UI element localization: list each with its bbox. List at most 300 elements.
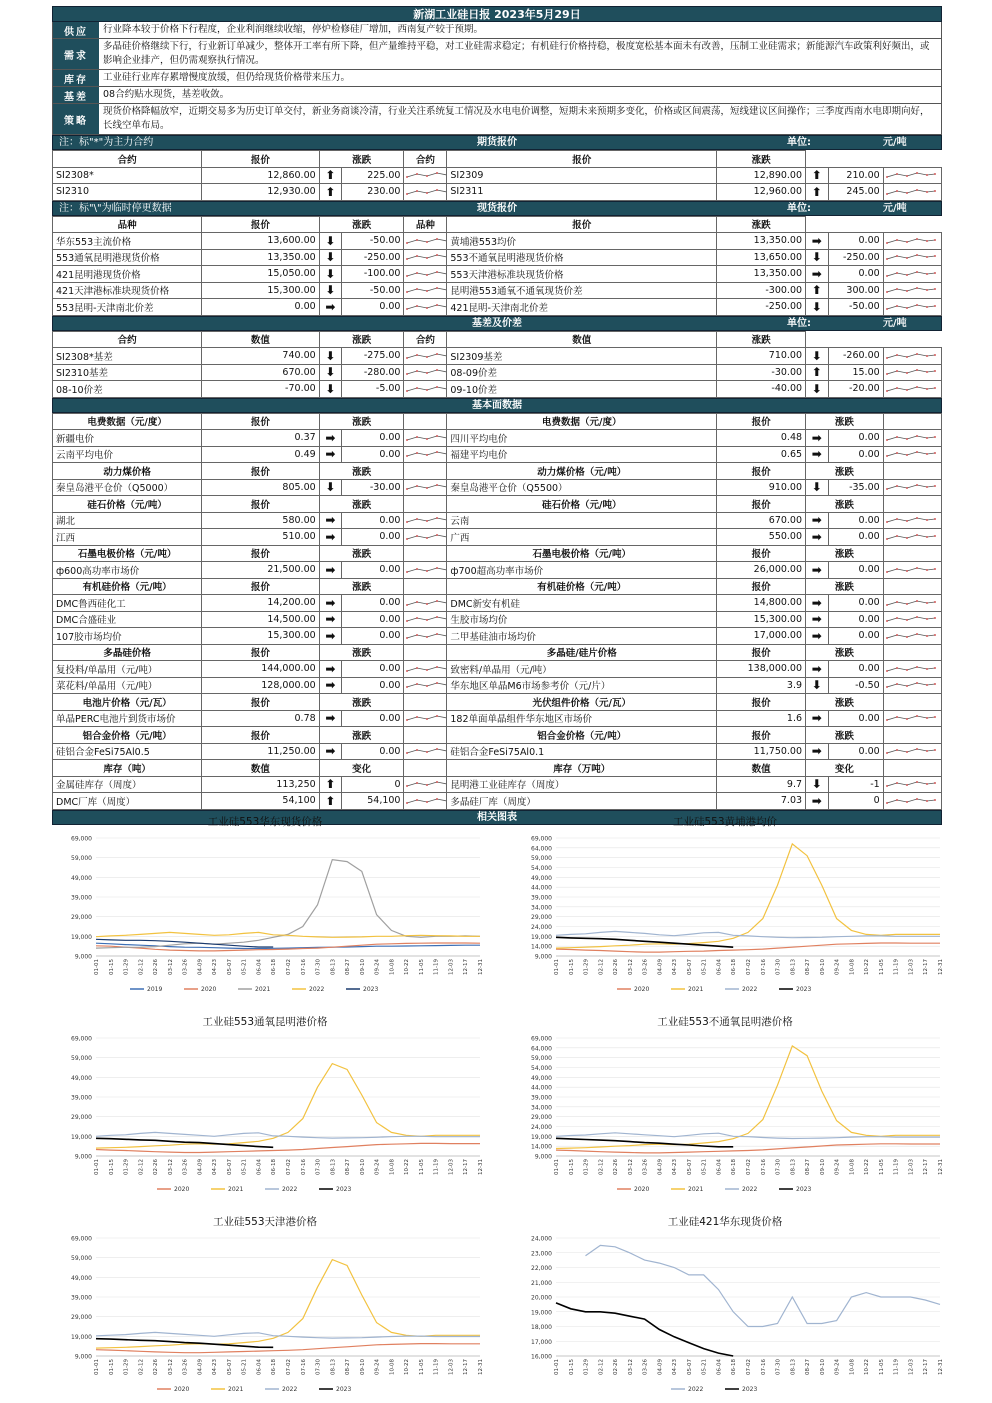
table-row [53,282,942,299]
column-header: 报价 [447,216,717,233]
sparkline-cell [883,446,941,463]
group-header-row [53,496,942,513]
column-header: 涨跌 [319,151,404,168]
sparkline-cell [883,611,941,628]
legend-label: 2020 [634,1186,650,1193]
legend-label: 2022 [309,986,325,993]
sparkline-cell [404,266,447,283]
item-change: 0.00 [828,512,883,529]
item-change: 300.00 [828,282,883,299]
x-tick-label: 09-24 [374,1159,381,1175]
column-header [404,760,447,777]
column-header: 石墨电极价格（元/吨） [447,545,717,562]
x-tick-label: 01-01 [94,1359,100,1375]
fundamentals-title: 基本面数据 [472,399,522,411]
sparkline-cell [883,512,941,529]
table-row [53,512,942,529]
column-header: 库存（万吨） [447,760,717,777]
y-tick-label: 69,000 [531,835,552,843]
legend-label: 2023 [363,986,379,993]
column-header: 涨跌 [319,578,404,595]
chart-title: 工业硅421华东现货价格 [667,1216,783,1228]
basis-title: 基差及价差 [472,317,522,329]
y-tick-label: 19,000 [71,1333,92,1341]
x-tick-label: 11-19 [893,959,900,975]
sparkline [885,612,937,626]
x-tick-label: 10-22 [404,1159,411,1175]
sparkline [405,349,446,363]
legend-label: 2021 [228,1386,244,1393]
chart-title: 工业硅553黄埔港均价 [672,816,778,828]
unit-value: 元/吨 [883,317,907,329]
x-tick-label: 03-12 [627,1359,634,1375]
x-tick-label: 08-13 [790,959,797,975]
x-tick-label: 10-08 [389,959,396,975]
column-header: 报价 [202,496,320,513]
x-tick-label: 11-19 [433,1159,440,1175]
x-tick-label: 12-31 [478,1159,484,1175]
x-tick-label: 02-12 [598,1359,605,1375]
arrow-down-icon: ⬇ [806,348,828,365]
x-tick-label: 11-05 [878,959,885,975]
column-header: 涨跌 [806,545,884,562]
column-header: 涨跌 [319,727,404,744]
item-change: 0.00 [828,266,883,283]
arrow-up-icon: ⬆ [319,776,341,793]
column-header [883,463,941,480]
sparkline [405,185,446,199]
x-tick-label: 06-04 [716,1159,723,1175]
legend-label: 2023 [742,1386,758,1393]
arrow-right-icon: ➡ [806,562,828,579]
sparkline [405,513,446,527]
x-tick-label: 04-09 [197,1359,204,1375]
item-price: 14,200.00 [202,595,320,612]
report-title: 新湖工业硅日报 2023年5月29日 [52,6,942,22]
x-tick-label: 12-03 [908,1159,915,1175]
item-price: 14,500.00 [202,611,320,628]
futures-note: 注：标"*"为主力合约 [59,137,154,148]
x-tick-label: 09-10 [819,959,826,975]
item-name: SI2309基差 [447,348,717,365]
x-tick-label: 02-12 [138,1159,145,1175]
item-change: 0.00 [828,628,883,645]
x-tick-label: 12-31 [938,959,944,975]
sparkline [885,777,937,791]
column-header: 多晶硅价格 [53,644,202,661]
column-header: 合约 [53,331,202,348]
item-change: -30.00 [342,479,404,496]
spot-title: 现货报价 [477,202,517,214]
item-name: DMC合盛硅业 [53,611,202,628]
item-change: -50.00 [828,299,883,316]
item-change: 0.00 [828,562,883,579]
x-tick-label: 07-16 [300,1159,307,1175]
column-header: 有机硅价格（元/吨） [447,578,717,595]
column-header: 报价 [717,578,806,595]
x-tick-label: 07-30 [775,959,782,975]
column-header: 品种 [53,216,202,233]
x-tick-label: 05-21 [241,1359,248,1375]
summary-text: 08合约贴水现货，基差收敛。 [103,89,230,100]
sparkline [885,431,937,445]
y-tick-label: 44,000 [531,884,552,892]
y-tick-label: 9,000 [74,953,92,961]
x-tick-label: 01-15 [568,1159,575,1175]
sparkline [885,447,937,461]
sparkline-cell [404,611,447,628]
x-tick-label: 11-05 [418,1159,425,1175]
x-tick-label: 08-13 [790,1159,797,1175]
item-change: 0.00 [342,710,404,727]
x-tick-label: 05-21 [241,1159,248,1175]
x-tick-label: 01-01 [554,1359,560,1375]
arrow-down-icon: ⬇ [319,233,341,250]
x-tick-label: 03-26 [642,959,649,975]
futures-title: 期货报价 [477,137,517,148]
column-header: 库存（吨） [53,760,202,777]
line-chart [40,806,490,1001]
item-price: 7.03 [717,793,806,810]
sparkline-cell [404,710,447,727]
x-tick-label: 01-29 [123,959,130,975]
sparkline-cell [404,677,447,694]
sparkline [885,563,937,577]
item-change: 0.00 [342,611,404,628]
x-tick-label: 12-17 [923,1159,930,1175]
sparkline [885,168,937,182]
x-tick-label: 08-13 [790,1359,797,1375]
x-tick-label: 02-26 [613,1159,620,1175]
item-price: 1.6 [717,710,806,727]
column-header: 报价 [202,463,320,480]
y-tick-label: 24,000 [531,1235,552,1243]
item-price: 12,890.00 [717,167,806,184]
y-tick-label: 39,000 [71,1294,92,1302]
table-header-row [53,216,942,233]
x-tick-label: 08-27 [805,1359,812,1375]
item-change: -250.00 [828,249,883,266]
item-price: 550.00 [717,529,806,546]
legend-label: 2020 [634,986,650,993]
sparkline [885,711,937,725]
column-header: 光伏组件价格（元/瓦） [447,694,717,711]
item-name: 广西 [447,529,717,546]
arrow-right-icon: ➡ [319,562,341,579]
y-tick-label: 34,000 [531,1104,552,1112]
series-line [96,1132,480,1138]
y-tick-label: 24,000 [531,1124,552,1131]
column-header: 铝合金价格（元/吨） [447,727,717,744]
sparkline [405,777,446,791]
x-tick-label: 04-23 [672,1159,679,1175]
item-price: 0.48 [717,430,806,447]
x-tick-label: 10-08 [389,1159,396,1175]
item-price: 510.00 [202,529,320,546]
y-tick-label: 21,000 [531,1279,552,1287]
x-tick-label: 12-03 [448,959,455,975]
item-change: 0.00 [342,299,404,316]
series-line [96,1344,480,1353]
series-line [556,1144,940,1153]
x-tick-label: 02-26 [153,959,160,975]
x-tick-label: 07-16 [300,959,307,975]
item-change: -100.00 [342,266,404,283]
sparkline [885,300,937,314]
x-tick-label: 07-30 [315,959,322,975]
chart-canvas [40,1006,490,1201]
legend-label: 2022 [688,1386,704,1393]
legend-label: 2021 [688,986,704,993]
y-tick-label: 9,000 [74,1153,92,1161]
item-name: 553通氧昆明港现货价格 [53,249,202,266]
column-header: 报价 [202,578,320,595]
column-header [404,545,447,562]
item-price: 14,800.00 [717,595,806,612]
item-change: 0.00 [828,743,883,760]
sparkline-cell [404,348,447,365]
sparkline-cell [883,266,941,283]
x-tick-label: 11-05 [878,1359,885,1375]
arrow-right-icon: ➡ [806,233,828,250]
x-tick-label: 12-17 [463,959,470,975]
x-tick-label: 12-31 [478,1359,484,1375]
column-header [883,413,941,430]
summary-row [52,70,942,87]
legend-label: 2021 [228,1186,244,1193]
item-name: 08-10价差 [53,381,202,398]
arrow-up-icon: ⬆ [319,184,341,201]
y-tick-label: 17,000 [531,1338,552,1346]
item-name: 107胶市场均价 [53,628,202,645]
arrow-up-icon: ⬆ [319,793,341,810]
column-header: 涨跌 [717,151,806,168]
sparkline-cell [883,595,941,612]
item-change: 0.00 [828,611,883,628]
item-price: 54,100 [202,793,320,810]
table-row [53,529,942,546]
item-price: 15,300.00 [202,628,320,645]
x-tick-label: 07-02 [746,1159,752,1175]
column-header: 报价 [717,413,806,430]
item-price: 0.65 [717,446,806,463]
arrow-right-icon: ➡ [806,793,828,810]
x-tick-label: 09-24 [834,1159,841,1175]
chart-canvas [500,1206,950,1401]
y-tick-label: 29,000 [531,1114,552,1122]
arrow-right-icon: ➡ [806,266,828,283]
x-tick-label: 11-05 [418,959,425,975]
y-tick-label: 19,000 [531,933,552,941]
item-change: 0.00 [342,430,404,447]
column-header: 报价 [202,151,320,168]
x-tick-label: 10-08 [849,959,856,975]
arrow-right-icon: ➡ [319,661,341,678]
table-header-row [53,151,942,168]
sparkline [885,267,937,281]
item-name: 复投料/单晶用（元/吨） [53,661,202,678]
x-tick-label: 12-31 [938,1159,944,1175]
item-price: 0.78 [202,710,320,727]
item-name: 421天津港标准块现货价格 [53,282,202,299]
basis-section-header [52,316,942,331]
column-header: 报价 [717,463,806,480]
x-tick-label: 08-13 [330,959,337,975]
sparkline [885,744,937,758]
column-header [883,578,941,595]
x-tick-label: 01-01 [94,1159,100,1175]
summary-block [52,22,942,135]
item-change: 0.00 [342,529,404,546]
x-tick-label: 12-17 [923,1359,930,1375]
item-name: 二甲基硅油市场均价 [447,628,717,645]
item-change: 54,100 [342,793,404,810]
column-header: 报价 [202,216,320,233]
sparkline-cell [404,282,447,299]
arrow-down-icon: ⬇ [806,677,828,694]
x-tick-label: 08-27 [345,1359,352,1375]
y-tick-label: 39,000 [71,1094,92,1102]
x-tick-label: 11-19 [433,1359,440,1375]
x-tick-label: 02-12 [598,1159,605,1175]
x-tick-label: 05-21 [701,1159,708,1175]
sparkline [885,678,937,692]
item-change: 245.00 [828,184,883,201]
item-change: 0 [828,793,883,810]
item-name: SI2310基差 [53,364,202,381]
y-tick-label: 49,000 [531,874,552,882]
x-tick-label: 04-09 [197,959,204,975]
chart-title: 工业硅553通氧昆明港价格 [202,1016,328,1028]
y-tick-label: 54,000 [531,865,552,872]
table-row [53,661,942,678]
column-header: 变化 [319,760,404,777]
item-name: 四川平均电价 [447,430,717,447]
column-header: 合约 [404,331,447,348]
sparkline [885,250,937,264]
x-tick-label: 06-04 [256,1359,263,1375]
legend-label: 2022 [282,1186,298,1193]
x-tick-label: 08-27 [805,959,812,975]
x-tick-label: 12-03 [448,1359,455,1375]
item-price: 15,300.00 [717,611,806,628]
item-name: 553天津港标准块现货价格 [447,266,717,283]
legend-label: 2022 [282,1386,298,1393]
item-name: 421昆明港现货价格 [53,266,202,283]
x-tick-label: 07-16 [760,959,767,975]
arrow-down-icon: ⬇ [806,249,828,266]
item-price: 12,860.00 [202,167,320,184]
x-tick-label: 06-04 [256,959,263,975]
y-tick-label: 14,000 [531,943,552,951]
x-tick-label: 11-19 [893,1359,900,1375]
x-tick-label: 06-18 [271,1359,278,1375]
spot-section-header [52,201,942,216]
y-tick-label: 39,000 [71,894,92,902]
arrow-down-icon: ⬇ [319,364,341,381]
sparkline [405,530,446,544]
item-change: -250.00 [342,249,404,266]
report [52,6,942,825]
x-tick-label: 10-08 [849,1359,856,1375]
x-tick-label: 02-26 [613,959,620,975]
sparkline [405,563,446,577]
sparkline [405,283,446,297]
item-name: 黄埔港553均价 [447,233,717,250]
unit-value: 元/吨 [883,137,907,148]
y-tick-label: 44,000 [531,1084,552,1092]
sparkline-cell [404,167,447,184]
arrow-right-icon: ➡ [806,446,828,463]
summary-text: 多晶硅价格继续下行，行业新订单减少，整体开工率有所下降，但产量维持平稳，对工业硅需求稳定；有机硅行价格持稳，极度宽松基本面未有改善，压制工业硅需求；新能源汽车政策利好频出，或影响企业排产，但仍需观察执行情况。 [103,41,930,66]
x-tick-label: 01-15 [108,1159,115,1175]
group-header-row [53,578,942,595]
arrow-up-icon: ⬆ [806,167,828,184]
item-change: -280.00 [342,364,404,381]
x-tick-label: 06-18 [731,959,738,975]
item-price: 580.00 [202,512,320,529]
x-tick-label: 02-26 [153,1359,160,1375]
group-header-row [53,727,942,744]
chart-canvas [500,1006,950,1201]
group-header-row [53,463,942,480]
column-header [404,413,447,430]
chart-canvas [40,806,490,1001]
x-tick-label: 11-19 [893,1159,900,1175]
column-header: 硅石价格（元/吨） [447,496,717,513]
column-header [404,463,447,480]
summary-label: 基差 [53,87,99,103]
arrow-right-icon: ➡ [806,430,828,447]
x-tick-label: 07-30 [315,1359,322,1375]
arrow-right-icon: ➡ [319,446,341,463]
item-price: 670.00 [717,512,806,529]
group-header-row [53,760,942,777]
x-tick-label: 06-04 [716,959,723,975]
column-header [883,545,941,562]
x-tick-label: 03-26 [182,1159,189,1175]
item-name: 秦皇岛港平仓价（Q5500） [447,479,717,496]
item-change: -0.50 [828,677,883,694]
y-tick-label: 69,000 [71,835,92,843]
chart-title: 工业硅553华东现货价格 [207,816,323,828]
x-tick-label: 05-21 [241,959,248,975]
futures-table [52,150,942,201]
table-row [53,562,942,579]
arrow-down-icon: ⬇ [319,282,341,299]
x-tick-label: 07-02 [286,1359,292,1375]
item-change: 0.00 [828,446,883,463]
x-tick-label: 12-03 [448,1159,455,1175]
x-tick-label: 06-18 [731,1359,738,1375]
sparkline-cell [404,430,447,447]
column-header [404,644,447,661]
x-tick-label: 07-02 [286,959,292,975]
arrow-right-icon: ➡ [319,710,341,727]
item-name: 昆明港553通氧不通氧现货价差 [447,282,717,299]
column-header: 涨跌 [319,331,404,348]
sparkline [885,513,937,527]
item-price: 910.00 [717,479,806,496]
x-tick-label: 07-30 [775,1359,782,1375]
x-tick-label: 04-23 [212,1359,219,1375]
sparkline [405,267,446,281]
column-header: 涨跌 [806,727,884,744]
fundamentals-section-header [52,398,942,413]
x-tick-label: 08-27 [345,1159,352,1175]
column-header: 电池片价格（元/瓦） [53,694,202,711]
sparkline-cell [404,364,447,381]
